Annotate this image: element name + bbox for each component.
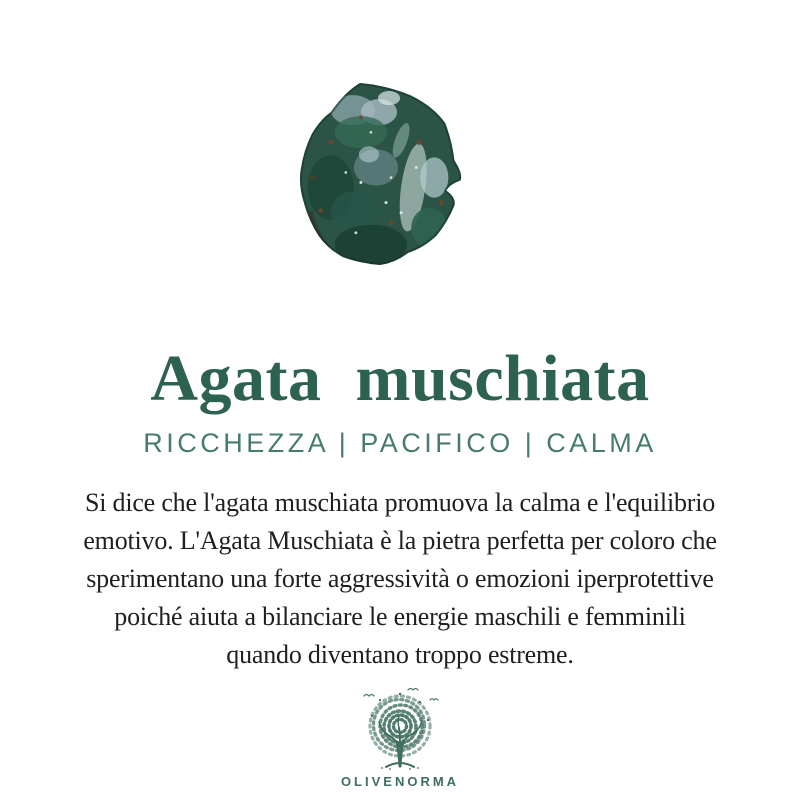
description-line: poiché aiuta a bilanciare le energie maschili e femminili	[114, 602, 686, 631]
moss-agate-stone-photo	[300, 82, 462, 268]
keywords-subtitle: RICCHEZZA | PACIFICO | CALMA	[143, 428, 657, 458]
description-line: emotivo. L'Agata Muschiata è la pietra perfetta per coloro che	[83, 526, 717, 555]
brand-logo	[0, 686, 800, 789]
stone-description	[0, 484, 800, 674]
description-line: sperimentano una forte aggressività o emozioni iperprotettive	[86, 564, 714, 593]
page-title: Agata muschiata	[150, 342, 650, 415]
description-line: Si dice che l'agata muschiata promuova la calma e l'equilibrio	[84, 488, 716, 517]
olive-tree-icon	[350, 686, 450, 770]
brand-name: OLIVENORMA	[340, 774, 460, 789]
moss-agate-stone-icon	[300, 82, 462, 268]
description-line: quando diventano troppo estreme.	[226, 640, 574, 669]
